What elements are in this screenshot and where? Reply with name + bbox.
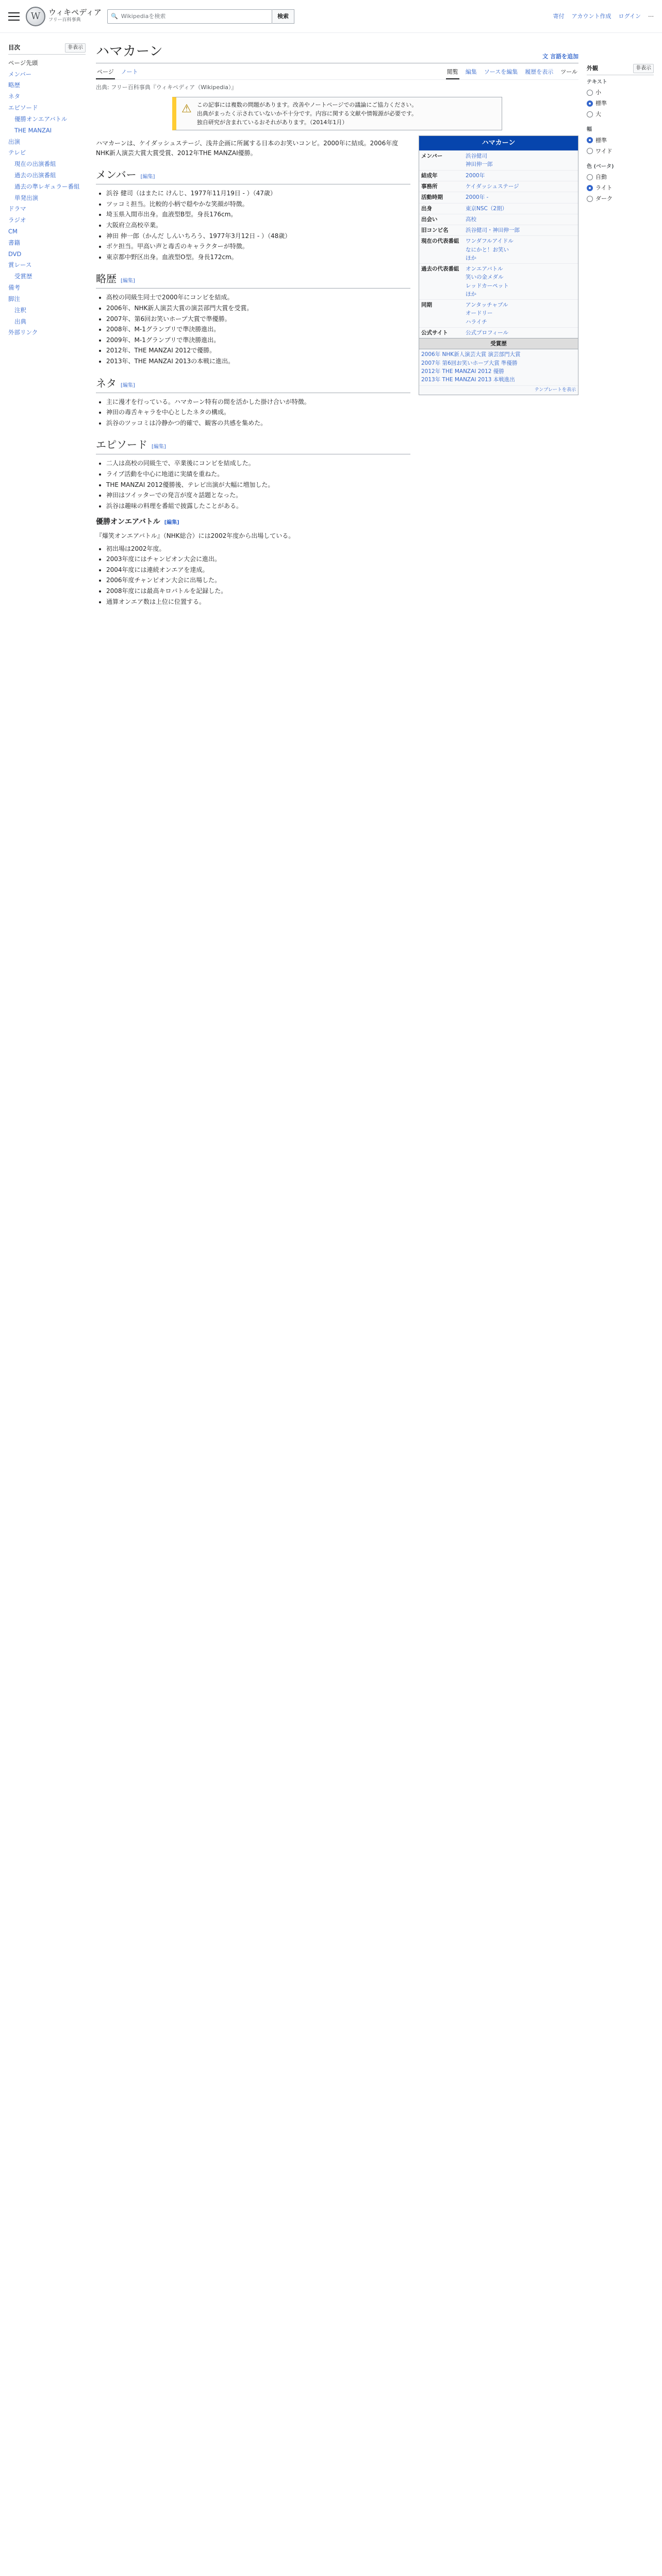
list-item: • 浜谷 健司（はまたに けんじ、1977年11月19日 - ）（47歳） (106, 189, 410, 198)
onair-list (106, 544, 410, 607)
section-heading-members: メンバー [編集] (96, 167, 410, 184)
list-item: • 埼玉県入間市出身。血液型B型。身長176cm。 (106, 210, 410, 219)
toc-item[interactable]: 注釈 (14, 306, 26, 314)
list-item: • 初出場は2002年度。 (106, 544, 410, 554)
infobox-value[interactable]: なにかと！お笑い (466, 246, 509, 253)
infobox-row (419, 150, 578, 170)
warning-icon: ⚠ (181, 102, 192, 115)
list-item: • 2012年、THE MANZAI 2012で優勝。 (106, 346, 410, 355)
toc-item[interactable]: ドラマ (8, 205, 26, 213)
infobox-value[interactable]: 公式プロフィール (466, 329, 508, 336)
radio-label: 標準 (595, 137, 607, 144)
radio-option[interactable] (587, 183, 654, 192)
infobox-title: ハマカーン (419, 136, 578, 150)
radio-option[interactable] (587, 99, 654, 108)
infobox-key: 事務所 (421, 183, 438, 190)
notice-line: 独自研究が含まれているおそれがあります。（2014年1月） (196, 118, 348, 126)
list-item: • 2013年、THE MANZAI 2013の本戦に進出。 (106, 357, 410, 366)
radio-label: 自動 (595, 174, 607, 181)
wikipedia-globe-icon: W (26, 7, 45, 26)
radio-icon (587, 185, 593, 191)
toc-item[interactable]: メンバー (8, 70, 32, 78)
list-item: • ツッコミ担当。比較的小柄で穏やかな笑顔が特徴。 (106, 199, 410, 209)
radio-icon (587, 137, 593, 143)
color-label: 色 (ベータ) (587, 163, 614, 170)
infobox-key: 旧コンビ名 (421, 227, 449, 234)
infobox-value[interactable]: 浜谷健司・神田伸一郎 (466, 227, 520, 234)
tab-history[interactable]: 履歴を表示 (525, 68, 554, 75)
toc-item[interactable]: 受賞歴 (14, 273, 32, 280)
list-item: • 神田の毒舌キャラを中心としたネタの構成。 (106, 408, 410, 417)
infobox-value[interactable]: 神田伸一郎 (466, 161, 493, 168)
more-icon[interactable]: ⋯ (648, 12, 654, 20)
infobox-value[interactable]: 2000年 (466, 172, 485, 179)
list-item: • 大阪府立高校卒業。 (106, 221, 410, 230)
search-button[interactable]: 検索 (272, 9, 294, 24)
radio-option[interactable] (587, 136, 654, 145)
radio-option[interactable] (587, 147, 654, 156)
infobox-value[interactable]: ほか (466, 291, 476, 297)
infobox-awards-heading: 受賞歴 (419, 338, 578, 349)
list-item: • 神田 伸一郎（かんだ しんいちろう、1977年3月12日 - ）（48歳） (106, 231, 410, 241)
list-item: • 通算オンエア数は上位に位置する。 (106, 597, 410, 607)
search-placeholder: Wikipediaを検索 (121, 12, 166, 20)
radio-option[interactable] (587, 88, 654, 97)
infobox-value[interactable]: 高校 (466, 216, 476, 223)
toc-item[interactable]: 脚注 (8, 295, 20, 302)
infobox-value[interactable]: ケイダッシュステージ (466, 183, 519, 190)
page-title: ハマカーン (96, 44, 163, 59)
radio-icon (587, 196, 593, 202)
section-heading-history: 略歴 [編集] (96, 271, 410, 289)
toc-item[interactable]: 優勝オンエアバトル (14, 115, 68, 123)
list-item: • 2004年度には連続オンエアを達成。 (106, 565, 410, 575)
search-icon: 🔍 (111, 12, 118, 20)
infobox-awards (419, 349, 578, 385)
list-item: • 高校の同級生同士で2000年にコンビを結成。 (106, 293, 410, 302)
toc-item[interactable]: DVD (8, 250, 22, 258)
toc-item[interactable]: THE MANZAI (14, 126, 52, 134)
award-item[interactable]: 2012年 THE MANZAI 2012 優勝 (421, 368, 504, 375)
infobox-key: メンバー (421, 153, 443, 160)
list-item: • 2006年度チャンピオン大会に出場した。 (106, 575, 410, 585)
infobox-value[interactable]: 笑いの金メダル (466, 274, 504, 281)
edit-link[interactable]: [編集] (121, 278, 135, 284)
tab-page[interactable]: ページ (96, 65, 115, 79)
list-item: • 浜谷のツッコミは冷静かつ的確で、観客の共感を集めた。 (106, 418, 410, 428)
search-input[interactable] (107, 9, 272, 24)
list-item: • 2009年、M-1グランプリで準決勝進出。 (106, 335, 410, 345)
award-item[interactable]: 2006年 NHK新人演芸大賞 演芸部門大賞 (421, 351, 521, 358)
history-list (106, 293, 410, 366)
radio-label: 大 (595, 111, 601, 118)
list-item: • ボケ担当。甲高い声と毒舌のキャラクターが特徴。 (106, 242, 410, 251)
infobox-value[interactable]: オンエアバトル (466, 266, 503, 273)
toc-title: 目次 (8, 44, 20, 51)
radio-icon (587, 148, 593, 154)
toc-item[interactable]: 過去の出演番組 (14, 171, 56, 179)
tab-tools[interactable]: ツール (560, 68, 577, 75)
infobox-key: 現在の代表番組 (421, 238, 459, 245)
toc-item[interactable]: 書籍 (8, 239, 20, 246)
toc-item[interactable]: ページ先頭 (8, 59, 38, 66)
infobox-value[interactable]: 浜谷健司 (466, 153, 487, 160)
onair-intro: 『爆笑オンエアバトル』（NHK総合）には2002年度から出場している。 (96, 532, 295, 539)
section-heading-neta: ネタ [編集] (96, 376, 410, 393)
toc-item[interactable]: 出典 (14, 317, 26, 325)
list-item: • 2003年度にはチャンピオン大会に進出。 (106, 554, 410, 564)
radio-option[interactable] (587, 173, 654, 181)
toc-header (8, 43, 86, 55)
infobox-key: 過去の代表番組 (421, 266, 459, 273)
toc-item[interactable]: 略歴 (8, 81, 20, 89)
tab-talk[interactable]: ノート (121, 68, 138, 75)
list-item: • 2008年、M-1グランプリで準決勝進出。 (106, 325, 410, 334)
tab-edit[interactable]: 編集 (465, 68, 477, 75)
infobox-key: 同期 (421, 302, 432, 309)
logo-title: ウィキペディア (48, 8, 102, 18)
page-source: 出典: フリー百科事典『ウィキペディア（Wikipedia）』 (96, 83, 237, 91)
toc-item[interactable]: 賞レース (8, 261, 32, 269)
infobox-value[interactable]: アンタッチャブル (466, 302, 508, 309)
user-links (553, 12, 654, 21)
infobox-value[interactable]: ワンダフルアイドル (466, 238, 514, 245)
toc-item[interactable]: 単発出演 (14, 194, 38, 201)
toc-item[interactable]: 出演 (8, 138, 20, 145)
search-bar (107, 9, 294, 24)
notice-line: 出典がまったく示されていないか不十分です。内容に関する文献や情報源が必要です。 (196, 110, 417, 117)
award-item[interactable]: 2007年 第6回お笑いホープ大賞 準優勝 (421, 360, 518, 366)
article-body (96, 135, 578, 608)
radio-icon (587, 111, 593, 117)
login-link[interactable]: ログイン (618, 12, 641, 20)
toc-item[interactable]: 過去の準レギュラー番組 (14, 182, 80, 190)
text-size-label: テキスト (587, 79, 607, 85)
infobox-value[interactable]: 2000年 - (466, 194, 489, 201)
radio-icon (587, 174, 593, 180)
infobox-value[interactable]: ほか (466, 255, 476, 261)
radio-label: ライト (595, 184, 613, 192)
radio-icon (587, 100, 593, 107)
toc-item[interactable]: ネタ (8, 93, 20, 100)
main-content (86, 33, 587, 608)
infobox-value[interactable]: オードリー (466, 310, 493, 317)
list-item: • 2008年度には最高キロバトルを記録した。 (106, 586, 410, 596)
infobox (419, 135, 578, 395)
infobox-row (419, 327, 578, 338)
template-link[interactable]: テンプレートを表示 (419, 385, 578, 395)
radio-label: ワイド (595, 147, 613, 155)
radio-label: 標準 (595, 100, 607, 107)
infobox-row (419, 170, 578, 181)
toc-item[interactable]: 現在の出演番組 (14, 160, 56, 168)
page-tabs (96, 65, 578, 80)
section-heading-onair: 優勝オンエアバトル [編集] (96, 518, 179, 527)
infobox-row (419, 299, 578, 327)
edit-link[interactable]: [編集] (140, 174, 155, 180)
list-item: • 主に漫才を行っている。ハマカーン特有の間を活かした掛け合いが特徴。 (106, 397, 410, 407)
donate-link[interactable]: 寄付 (553, 12, 565, 20)
radio-label: ダーク (595, 195, 613, 202)
infobox-row (419, 203, 578, 214)
toc-item[interactable]: 外部リンク (8, 329, 38, 336)
edit-link[interactable]: [編集] (152, 444, 166, 450)
toc-list (8, 58, 86, 338)
appearance-header (587, 64, 654, 75)
list-item: • 浜谷は趣味の料理を番組で披露したことがある。 (106, 501, 410, 511)
members-list (106, 189, 410, 262)
infobox-row (419, 181, 578, 192)
infobox-key: 出身 (421, 205, 432, 212)
toc-item[interactable]: 備考 (8, 284, 20, 292)
tab-read[interactable]: 閲覧 (446, 65, 459, 79)
section-heading-episode: エピソード [編集] (96, 437, 410, 454)
neta-list (106, 397, 410, 428)
toc-sidebar (8, 33, 86, 608)
logo-subtitle: フリー百科事典 (48, 17, 81, 23)
notice-line: この記事には複数の問題があります。改善やノートページでの議論にご協力ください。 (196, 101, 418, 108)
menu-icon[interactable] (8, 12, 20, 21)
toc-item[interactable]: テレビ (8, 149, 26, 157)
infobox-row (419, 225, 578, 235)
title-row (96, 43, 578, 63)
infobox-key: 活動時期 (421, 194, 443, 201)
award-item[interactable]: 2013年 THE MANZAI 2013 本戦進出 (421, 377, 515, 383)
edit-link[interactable]: [編集] (121, 382, 135, 388)
create-account-link[interactable]: アカウント作成 (571, 12, 611, 20)
list-item: • THE MANZAI 2012優勝後、テレビ出演が大幅に増加した。 (106, 480, 410, 490)
radio-option[interactable] (587, 194, 654, 203)
width-label: 幅 (587, 127, 592, 133)
infobox-row (419, 263, 578, 299)
list-item: • ライブ活動を中心に地道に実績を重ねた。 (106, 469, 410, 479)
toc-item[interactable]: ラジオ (8, 216, 26, 224)
episode-list (106, 459, 410, 511)
list-item: • 2007年、第6回お笑いホープ大賞で準優勝。 (106, 314, 410, 324)
radio-icon (587, 90, 593, 96)
infobox-value[interactable]: ハライチ (466, 318, 487, 325)
toc-hide-button[interactable]: 非表示 (65, 43, 86, 53)
intro-paragraph: ハマカーンは、ケイダッシュステージ、浅井企画に所属する日本のお笑いコンビ。2000年に結成。2006年度NHK新人演芸大賞大賞受賞、2012年THE MANZAI優勝。 (96, 140, 399, 157)
header (0, 0, 662, 33)
infobox-key: 公式サイト (421, 329, 448, 336)
infobox-value[interactable]: レッドカーペット (466, 282, 509, 289)
infobox-key: 出会い (421, 216, 438, 223)
appearance-title: 外観 (587, 65, 598, 72)
add-language-button[interactable]: 文 言語を追加 (542, 53, 578, 60)
infobox-row (419, 214, 578, 225)
article-text (96, 135, 410, 608)
infobox-value[interactable]: 東京NSC（2期） (466, 205, 508, 212)
appearance-hide-button[interactable]: 非表示 (633, 64, 654, 73)
toc-item[interactable]: CM (8, 228, 18, 235)
infobox-key: 結成年 (421, 172, 438, 179)
appearance-panel (587, 33, 654, 608)
edit-link[interactable]: [編集] (164, 520, 179, 526)
infobox-row (419, 192, 578, 202)
list-item: • 二人は高校の同級生で、卒業後にコンビを結成した。 (106, 459, 410, 468)
radio-option[interactable] (587, 110, 654, 118)
radio-label: 小 (595, 89, 601, 96)
toc-item[interactable]: エピソード (8, 104, 38, 112)
list-item: • 2006年、NHK新人演芸大賞の演芸部門大賞を受賞。 (106, 303, 410, 313)
tab-edit-source[interactable]: ソースを編集 (484, 68, 518, 75)
site-logo[interactable] (26, 7, 103, 26)
list-item: • 神田はツイッターでの発言が度々話題となった。 (106, 490, 410, 500)
list-item: • 東京都中野区出身。血液型O型。身長172cm。 (106, 252, 410, 262)
infobox-row (419, 235, 578, 263)
maintenance-notice (172, 97, 502, 130)
